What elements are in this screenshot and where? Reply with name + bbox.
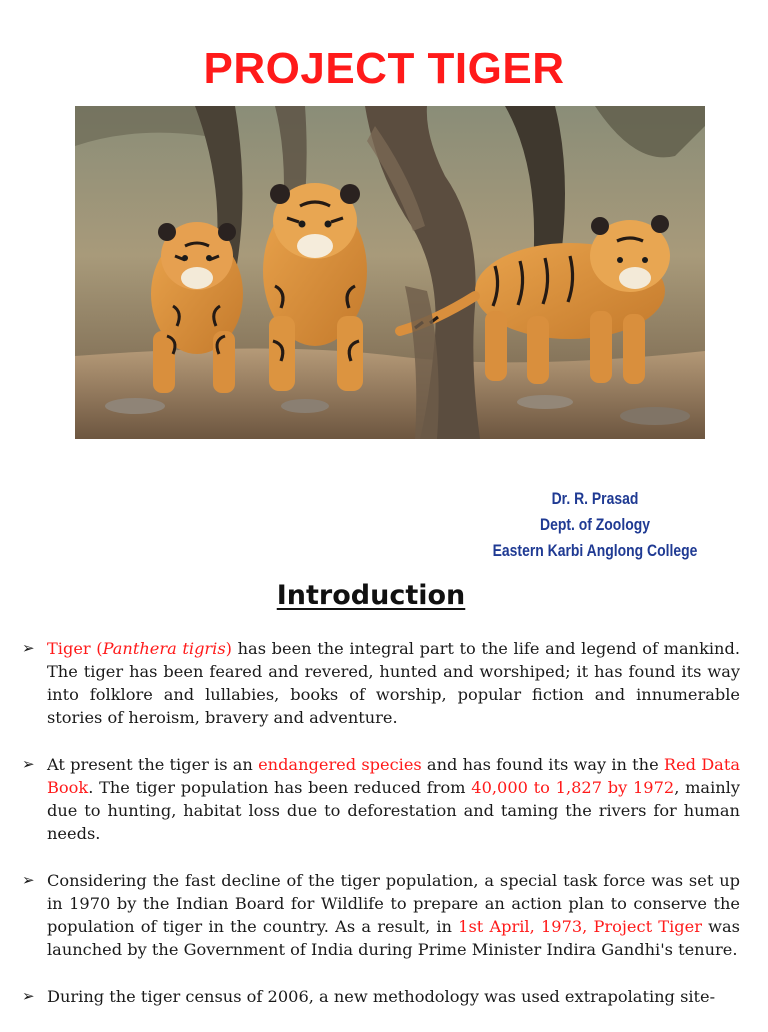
tigers-photo — [75, 106, 705, 439]
body-text: was launched by the Government of India during Prime Minister Indira Gandhi's tenure. — [47, 917, 740, 959]
body-text: and has found its way in the — [421, 755, 664, 774]
body-text: has been the integral part to the life and legend of mankind. The tiger has been feared and revered, hunted and worshiped; it has found its way into folklore and lullabies, books of worship, popular fiction and innumerable stories of heroism, bravery and adventure. — [47, 639, 740, 727]
bullet-item — [22, 637, 740, 729]
highlighted-text: 40,000 to 1,827 by 1972 — [471, 778, 675, 797]
bullet-list — [22, 637, 740, 1032]
body-text: Considering the fast decline of the tiger population, a special task force was set up in 1970 by the Indian Board for Wildlife to prepare an action plan to conserve the population of tiger in the country. As a result, in — [47, 871, 740, 936]
author-department: Dept. of Zoology — [540, 515, 650, 534]
highlighted-text: Red Data Book — [47, 755, 740, 797]
bullet-item — [22, 869, 740, 961]
section-heading: Introduction — [276, 580, 466, 611]
author-name: Dr. R. Prasad — [551, 489, 639, 508]
author-college: Eastern Karbi Anglong College — [492, 541, 698, 560]
arrow-bullet-icon: ➢ — [22, 871, 35, 889]
highlighted-text: Panthera tigris — [102, 639, 226, 658]
author-block — [493, 486, 698, 564]
body-text: . The tiger population has been reduced from — [88, 778, 472, 797]
arrow-bullet-icon: ➢ — [22, 755, 35, 773]
body-text: During the tiger census of 2006, a new methodology was used extrapolating site- — [47, 987, 716, 1006]
highlighted-text: Tiger ( — [47, 639, 103, 658]
bullet-item — [22, 985, 740, 1008]
arrow-bullet-icon: ➢ — [22, 639, 35, 657]
highlighted-text: ) — [225, 639, 232, 658]
body-text: , mainly due to hunting, habitat loss due to deforestation and taming the rivers for human needs. — [47, 778, 740, 843]
bullet-item — [22, 753, 740, 845]
highlighted-text: 1st April, 1973, Project Tiger — [458, 917, 702, 936]
highlighted-text: endangered species — [258, 755, 422, 774]
page-title: PROJECT TIGER — [203, 44, 565, 93]
body-text: At present the tiger is an — [47, 755, 259, 774]
arrow-bullet-icon: ➢ — [22, 987, 35, 1005]
